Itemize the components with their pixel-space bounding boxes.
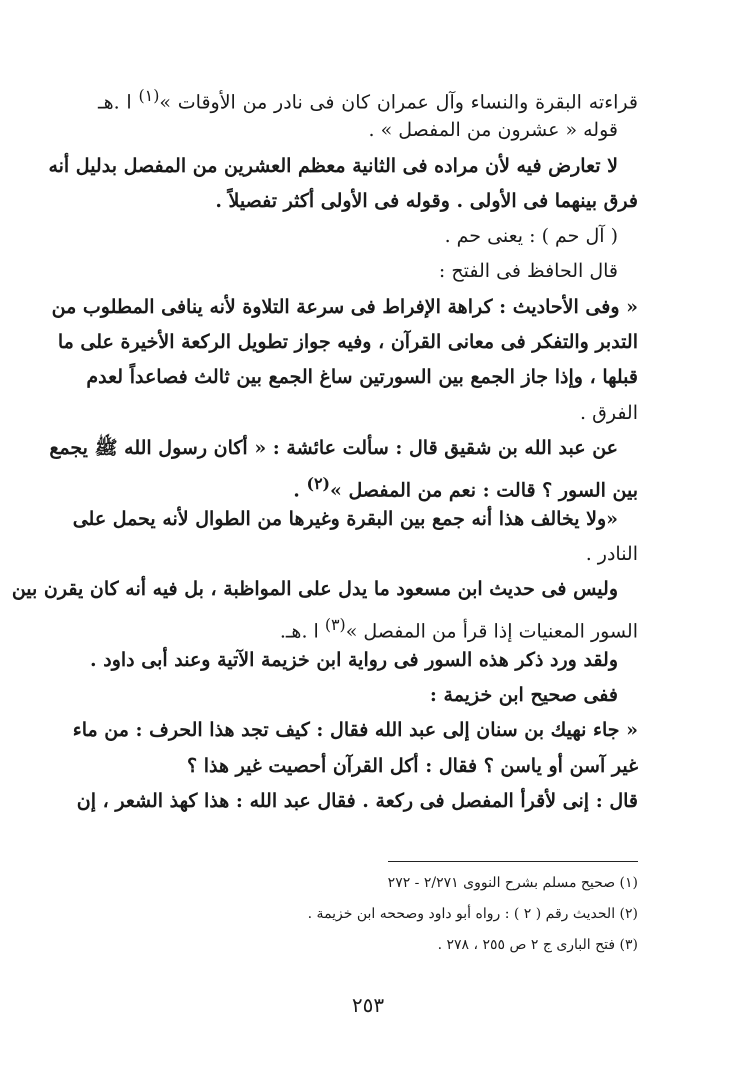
text-line-13: «ولا يخالف هذا أنه جمع بين البقرة وغيرها من الطوال لأنه يحمل على [72,507,618,530]
text-line-15: وليس فى حديث ابن مسعود ما يدل على المواظبة ، بل فيه أنه كان يقرن بين [11,578,618,601]
footnote-divider [388,861,638,862]
text-line-5: ( آل حم ) : يعنى حم . [444,225,618,248]
text-line-3: لا تعارض فيه لأن مراده فى الثانية معظم العشرين من المفصل بدليل أنه [48,154,618,177]
text-line-19: « جاء نهيك بن سنان إلى عبد الله فقال : كيف تجد هذا الحرف : من ماء [72,719,638,742]
text-line-1: قراءته البقرة والنساء وآل عمران كان فى نادر من الأوقات »$^{(١)}$ ا .هـ [98,86,639,114]
text-line-20: غير آسن أو ياسن ؟ فقال : أكل القرآن أحصيت غير هذا ؟ [187,754,638,777]
text-line-11: عن عبد الله بن شقيق قال : سألت عائشة : « أكان رسول الله ﷺ يجمع [49,436,618,459]
text-line-17: ولقد ورد ذكر هذه السور فى رواية ابن خزيمة الآتية وعند أبى داود . [90,648,618,671]
footnote-3: (٣) فتح البارى ج ٢ ص ٢٥٥ ، ٢٧٨ . [437,937,638,953]
footnote-2: (٢) الحديث رقم ( ٢ ) : رواه أبو داود وصححه ابن خزيمة . [307,906,638,922]
text-line-7: « وفى الأحاديث : كراهة الإفراط فى سرعة التلاوة لأنه ينافى المطلوب من [51,295,638,318]
text-line-9: قبلها ، وإذا جاز الجمع بين السورتين ساغ الجمع بين ثالث فصاعداً لعدم [86,366,638,389]
body-text [11,78,639,819]
text-line-2: قوله « عشرون من المفصل » . [368,119,618,142]
text-line-8: التدبر والتفكر فى معانى القرآن ، وفيه جواز تطويل الركعة الأخيرة على ما [57,331,638,354]
text-line-12: بين السور ؟ قالت : نعم من المفصل »$^{(٢)}$ . [293,474,638,502]
text-line-6: قال الحافظ فى الفتح : [438,260,618,283]
text-line-18: ففى صحيح ابن خزيمة : [429,684,618,707]
footnote-1: (١) صحيح مسلم بشرح النووى ٢/٢٧١ - ٢٧٢ [387,875,638,891]
text-line-10: الفرق . [580,401,638,424]
text-line-14: النادر . [585,542,638,565]
text-line-16: السور المعنيات إذا قرأ من المفصل »$^{(٣)}$ ا .هـ. [279,615,638,643]
footnotes [238,868,638,961]
text-line-21: قال : إنى لأقرأ المفصل فى ركعة . فقال عبد الله : هذا كهذ الشعر ، إن [76,789,638,812]
text-line-4: فرق بينهما فى الأولى . وقوله فى الأولى أكثر تفصيلاً . [215,189,638,212]
page-number: ٢٥٣ [351,993,385,1017]
